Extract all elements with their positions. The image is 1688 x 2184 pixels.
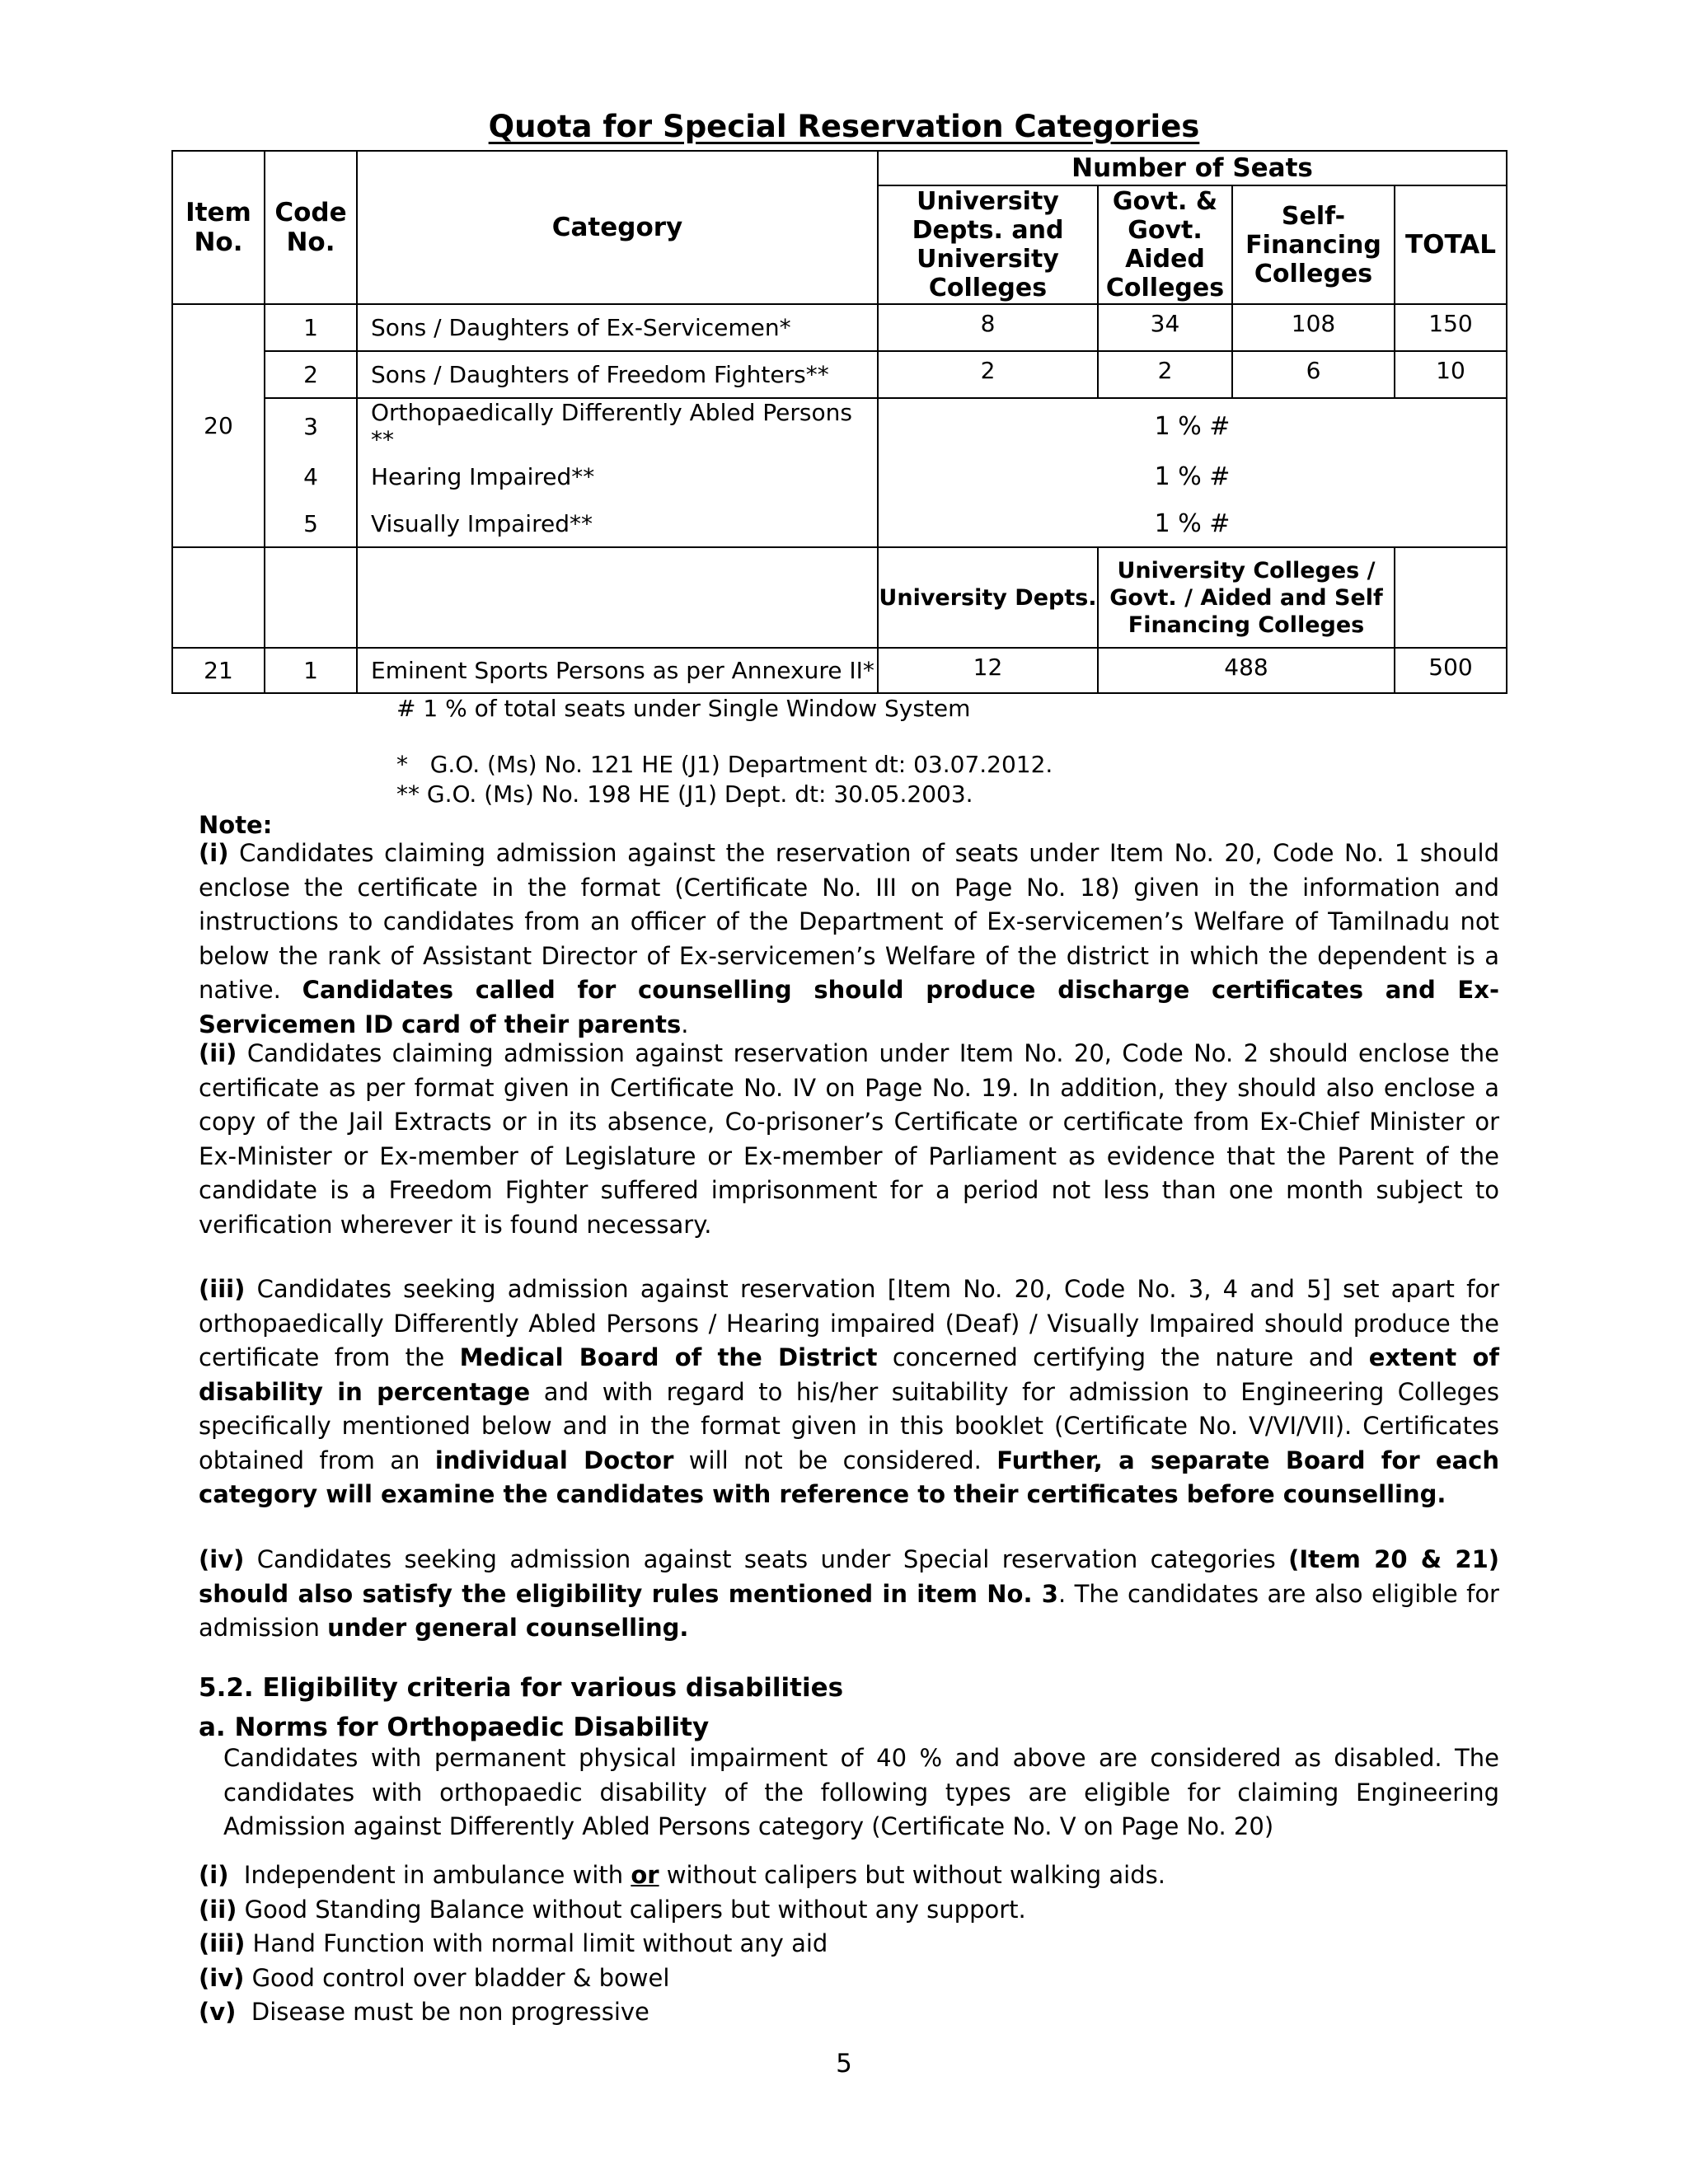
category-cell: Hearing Impaired**: [357, 453, 878, 500]
note-bold-text: Candidates called for counselling should produce discharge certificates and Ex-Servicemen ID card of their parents: [199, 976, 1499, 1038]
seats-self: 6: [1232, 351, 1395, 398]
header-item-no: Item No.: [172, 151, 265, 304]
note-bold-text: under general counselling.: [327, 1614, 689, 1642]
note-text: .: [681, 1010, 689, 1038]
list-number: (ii): [199, 1896, 237, 1924]
seats-total: 500: [1395, 648, 1507, 693]
header-number-of-seats: Number of Seats: [878, 151, 1507, 185]
header-category: Category: [357, 151, 878, 304]
note-number: (i): [199, 839, 229, 867]
list-number: (iv): [199, 1964, 245, 1992]
seats-other-colleges: 488: [1098, 648, 1395, 693]
seats-total: 150: [1395, 304, 1507, 351]
page-number: 5: [836, 2049, 852, 2079]
note-text: Candidates seeking admission against seats under Special reservation categories: [244, 1545, 1289, 1573]
subheader-university-depts: University Depts.: [878, 547, 1098, 648]
empty-cell: [1395, 547, 1507, 648]
category-cell: Visually Impaired**: [357, 500, 878, 547]
list-text: Independent in ambulance with: [228, 1861, 631, 1889]
footnote-double-star: ** G.O. (Ms) No. 198 HE (J1) Dept. dt: 30.05.2003.: [396, 780, 973, 808]
seats-total: 10: [1395, 351, 1507, 398]
seats-percentage: 1 % #: [878, 453, 1507, 500]
note-bold-text: Further, a separate Board for each category will examine the candidates with reference to their certificates before counselling.: [199, 1446, 1499, 1508]
category-cell: Eminent Sports Persons as per Annexure II*: [357, 648, 878, 693]
list-item: [199, 1961, 669, 1996]
seats-university: 2: [878, 351, 1098, 398]
list-text: Hand Function with normal limit without any aid: [245, 1929, 828, 1957]
note-bold-text: individual Doctor: [434, 1446, 674, 1474]
section-heading: 5.2. Eligibility criteria for various disabilities: [199, 1673, 844, 1703]
seats-university: 8: [878, 304, 1098, 351]
list-underlined-text: or: [631, 1861, 659, 1889]
empty-cell: [357, 547, 878, 648]
footnote-hash: # 1 % of total seats under Single Window System: [396, 695, 971, 722]
code-no: 4: [265, 453, 357, 500]
category-cell: Sons / Daughters of Ex-Servicemen*: [357, 304, 878, 351]
header-self-financing: Self-Financing Colleges: [1232, 185, 1395, 304]
note-text: Candidates seeking admission against reservation [Item No. 20, Code No. 3, 4 and 5] set apart for orthopaedically Differently Abled Persons / Hearing impaired (Deaf) / Visually Impaired should produce the certificate from the: [199, 1275, 1499, 1371]
header-govt: Govt. & Govt. Aided Colleges: [1098, 185, 1232, 304]
empty-cell: [172, 547, 265, 648]
note-number: (iv): [199, 1545, 245, 1573]
note-label: Note:: [199, 811, 273, 839]
category-cell: Orthopaedically Differently Abled Persons **: [357, 398, 878, 453]
category-cell: Sons / Daughters of Freedom Fighters**: [357, 351, 878, 398]
list-text: without calipers but without walking aids.: [659, 1861, 1165, 1889]
footnote-star: * G.O. (Ms) No. 121 HE (J1) Department dt: 03.07.2012.: [396, 751, 1053, 778]
note-text: concerned certifying the nature and: [877, 1343, 1369, 1371]
seats-self: 108: [1232, 304, 1395, 351]
seats-govt: 2: [1098, 351, 1232, 398]
page-title: Quota for Special Reservation Categories: [488, 109, 1200, 144]
note-paragraph-4: [199, 1543, 1499, 1646]
item-no-20: 20: [172, 304, 265, 547]
subsection-heading: a. Norms for Orthopaedic Disability: [199, 1713, 710, 1742]
code-no: 2: [265, 351, 357, 398]
note-number: (ii): [199, 1039, 237, 1067]
note-text: Candidates claiming admission against reservation under Item No. 20, Code No. 2 should enclose the certificate as per format given in Certificate No. IV on Page No. 19. In addition, they should also enclose a copy of the Jail Extracts or in its absence, Co-prisoner’s Certificate or certificate from Ex-Chief Minister or Ex-Minister or Ex-member of Legislature or Ex-member of Parliament as evidence that the Parent of the candidate is a Freedom Fighter suffered imprisonment for a period not less than one month subject to verification wherever it is found necessary.: [199, 1039, 1499, 1239]
header-code-no: Code No.: [265, 151, 357, 304]
note-paragraph-3: [199, 1272, 1499, 1512]
code-no: 3: [265, 398, 357, 453]
list-item: [199, 1858, 1165, 1893]
note-bold-text: extent of disability in percentage: [199, 1343, 1499, 1406]
header-university: University Depts. and University Colleges: [878, 185, 1098, 304]
code-no: 1: [265, 648, 357, 693]
note-text: will not be considered.: [673, 1446, 997, 1474]
list-item: [199, 1995, 649, 2030]
list-item: [199, 1927, 828, 1961]
list-number: (iii): [199, 1929, 246, 1957]
note-text: and with regard to his/her suitability for admission to Engineering Colleges specifically mentioned below and in the format given in this booklet (Certificate No. V/VI/VII). Certificates obtained from an: [199, 1377, 1500, 1474]
seats-percentage: 1 % #: [878, 500, 1507, 547]
subheader-other-colleges: University Colleges / Govt. / Aided and Self Financing Colleges: [1098, 547, 1395, 648]
note-text: Candidates claiming admission against the reservation of seats under Item No. 20, Code No. 1 should enclose the certificate in the format (Certificate No. III on Page No. 18) given in the information and instructions to candidates from an officer of the Department of Ex-servicemen’s Welfare of Tamilnadu not below the rank of Assistant Director of Ex-servicemen’s Welfare of the district in which the dependent is a native.: [199, 839, 1499, 1004]
code-no: 1: [265, 304, 357, 351]
seats-govt: 34: [1098, 304, 1232, 351]
empty-cell: [265, 547, 357, 648]
note-paragraph-1: [199, 837, 1499, 1042]
header-total: TOTAL: [1395, 185, 1507, 304]
quota-table: [171, 150, 1507, 694]
item-no-21: 21: [172, 648, 265, 693]
list-text: Disease must be non progressive: [236, 1998, 649, 2026]
list-item: [199, 1893, 1026, 1928]
list-number: (i): [199, 1861, 229, 1889]
note-bold-text: Medical Board of the District: [459, 1343, 878, 1371]
seats-university: 12: [878, 648, 1098, 693]
list-text: Good Standing Balance without calipers but without any support.: [237, 1896, 1026, 1924]
seats-percentage: 1 % #: [878, 398, 1507, 453]
list-text: Good control over bladder & bowel: [244, 1964, 670, 1992]
code-no: 5: [265, 500, 357, 547]
note-text: . The candidates are also eligible for admission: [199, 1579, 1499, 1642]
note-paragraph-2: [199, 1037, 1499, 1242]
note-bold-text: (Item 20 & 21) should also satisfy the eligibility rules mentioned in item No. 3: [199, 1545, 1499, 1608]
section-paragraph: Candidates with permanent physical impairment of 40 % and above are considered as disabled. The candidates with orthopaedic disability of the following types are eligible for claiming Engineering Admission against Differently Abled Persons category (Certificate No. V on Page No. 20): [223, 1744, 1499, 1840]
note-number: (iii): [199, 1275, 246, 1303]
list-number: (v): [199, 1998, 237, 2026]
